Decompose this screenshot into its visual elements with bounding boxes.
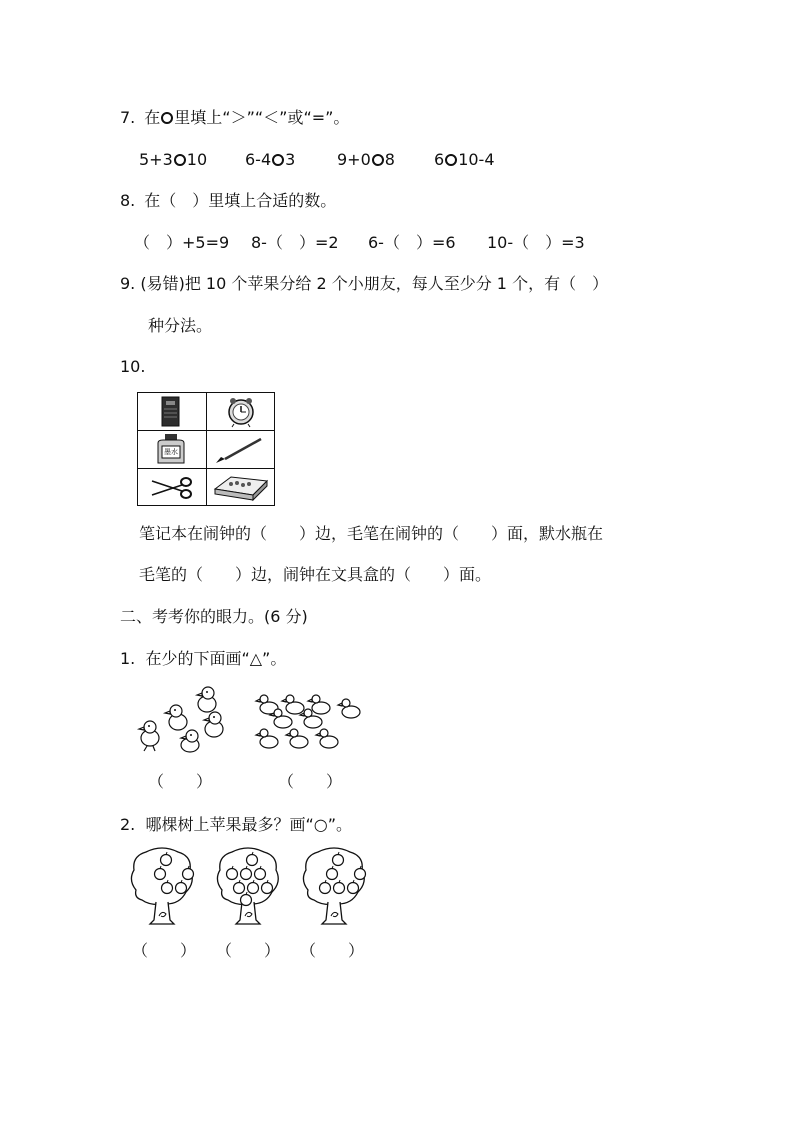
chicks-illustration	[128, 686, 238, 754]
apple-icon	[348, 883, 359, 894]
notebook-icon	[138, 393, 206, 430]
q7-number: 7.	[120, 108, 136, 127]
apple-tree	[217, 848, 278, 924]
q9-line-1: 9. (易错)把 10 个苹果分给 2 个小朋友，每人至少分 1 个，有（ ）	[120, 274, 609, 293]
pencil-box-icon	[207, 469, 275, 506]
s2q1-answer-chicks[interactable]: （ ）	[148, 772, 213, 791]
q7-prompt	[120, 108, 349, 128]
ink-bottle-icon	[138, 431, 206, 468]
ducks-illustration	[247, 686, 365, 756]
apple-trees-illustration	[126, 846, 386, 930]
q7-item-right: 10-4	[458, 150, 495, 169]
q10-line-1: 笔记本在闹钟的（ ）边，毛笔在闹钟的（ ）面，默水瓶在	[139, 524, 604, 543]
q7-item-left: 6	[434, 150, 445, 169]
q7-text-b: 里填上“＞”“＜”或“=”。	[174, 108, 350, 127]
apple-icon	[183, 869, 194, 880]
alarm-clock-icon	[207, 393, 275, 430]
stationery-grid	[137, 392, 275, 506]
q8-prompt	[120, 191, 336, 211]
q7-item-3	[337, 150, 395, 170]
answer-circle[interactable]	[372, 154, 384, 166]
apple-icon	[255, 869, 266, 880]
s2q2-answer-2[interactable]: （ ）	[216, 941, 281, 960]
q8-item-2: 8-（ ）=2	[251, 233, 339, 252]
answer-circle[interactable]	[174, 154, 186, 166]
ink-bottle-label: 墨水	[164, 448, 178, 456]
q8-item-1: （ ）+5=9	[134, 233, 230, 252]
s2q2-answer-1[interactable]: （ ）	[132, 941, 197, 960]
apple-icon	[320, 883, 331, 894]
q7-item-4	[434, 150, 495, 170]
circle-icon	[161, 112, 173, 124]
apple-tree	[303, 848, 365, 924]
apple-icon	[355, 869, 366, 880]
q10-number: 10.	[120, 357, 146, 376]
q7-item-right: 3	[285, 150, 296, 169]
apple-icon	[247, 855, 258, 866]
apple-icon	[334, 883, 345, 894]
apple-tree	[131, 848, 193, 924]
apple-icon	[155, 869, 166, 880]
s2q1-prompt: 1. 在少的下面画“△”。	[120, 649, 287, 668]
s2q1-answer-ducks[interactable]: （ ）	[278, 772, 343, 791]
apple-icon	[227, 869, 238, 880]
q7-item-left: 5+3	[139, 150, 173, 169]
q7-item-right: 8	[384, 150, 395, 169]
q7-text-a: 在	[144, 108, 161, 127]
apple-icon	[241, 869, 252, 880]
q8-text: 在（ ）里填上合适的数。	[144, 191, 337, 210]
q7-item-left: 9+0	[337, 150, 371, 169]
q7-item-2	[245, 150, 295, 170]
brush-pen-icon	[207, 431, 275, 468]
q7-item-left: 6-4	[245, 150, 272, 169]
answer-circle[interactable]	[445, 154, 457, 166]
q9-line-2: 种分法。	[148, 316, 213, 335]
q10-line-2: 毛笔的（ ）边，闹钟在文具盒的（ ）面。	[139, 565, 492, 584]
answer-circle[interactable]	[272, 154, 284, 166]
q8-number: 8.	[120, 191, 136, 210]
s2q2-prompt: 2. 哪棵树上苹果最多？画“○”。	[120, 815, 352, 834]
apple-icon	[162, 883, 173, 894]
q7-item-right: 10	[186, 150, 208, 169]
apple-icon	[327, 869, 338, 880]
apple-icon	[248, 883, 259, 894]
apple-icon	[161, 855, 172, 866]
apple-icon	[262, 883, 273, 894]
q7-item-1	[139, 150, 207, 170]
s2q2-answer-3[interactable]: （ ）	[300, 941, 365, 960]
apple-icon	[241, 895, 252, 906]
section-title: 二、考考你的眼力。(6 分)	[120, 607, 308, 626]
q8-item-4: 10-（ ）=3	[487, 233, 585, 252]
scissors-icon	[138, 469, 206, 506]
apple-icon	[234, 883, 245, 894]
q8-item-3: 6-（ ）=6	[368, 233, 456, 252]
apple-icon	[176, 883, 187, 894]
apple-icon	[333, 855, 344, 866]
